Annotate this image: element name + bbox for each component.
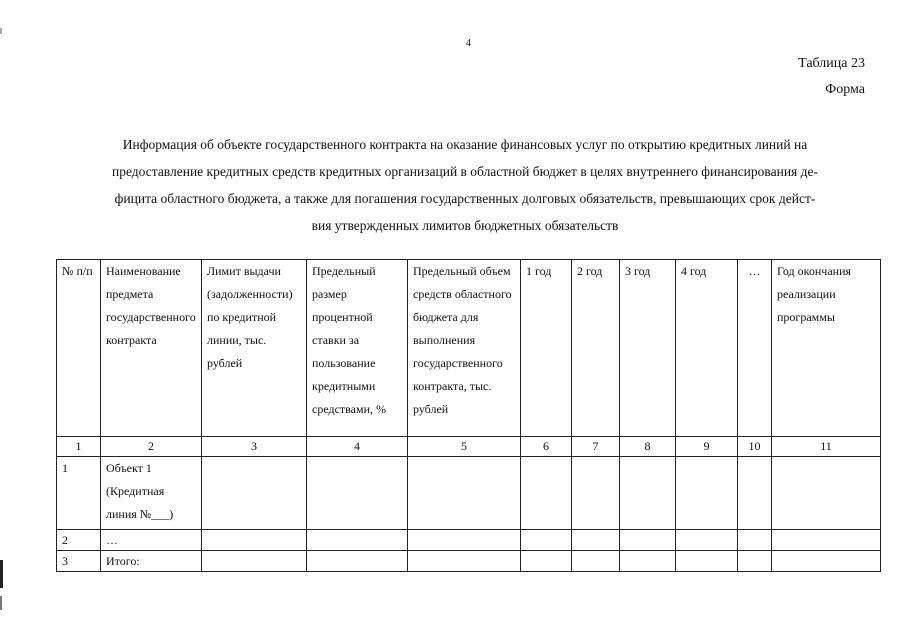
header-cell: 1 год: [521, 260, 572, 437]
column-number: 6: [521, 437, 572, 457]
table-cell: [738, 530, 772, 551]
column-number: 5: [408, 437, 521, 457]
table-cell: [676, 530, 738, 551]
scan-edge-mark: [0, 596, 2, 610]
document-title: [70, 131, 860, 239]
table-label: Таблица 23: [798, 56, 865, 71]
title-line: вия утвержденных лимитов бюджетных обязательств: [311, 218, 619, 233]
table-cell: [202, 457, 307, 530]
table-cell: [738, 457, 772, 530]
table-header-row: [57, 260, 881, 437]
row-name: Объект 1 (Кредитная линия №___): [101, 457, 202, 530]
page-number: 4: [466, 38, 471, 49]
table-cell: [572, 530, 620, 551]
table-cell: [772, 551, 881, 572]
title-line: предоставление кредитных средств кредитных организаций в областной бюджет в целях внутреннего финансирования де-: [112, 164, 818, 179]
form-label: Форма: [825, 82, 865, 97]
table-cell: [307, 530, 408, 551]
header-cell: Год окончания реализации программы: [772, 260, 881, 437]
table-cell: [521, 530, 572, 551]
column-number: 11: [772, 437, 881, 457]
table-cell: [521, 551, 572, 572]
table-cell: [620, 457, 676, 530]
header-cell: № п/п: [57, 260, 101, 437]
column-number: 8: [620, 437, 676, 457]
table-cell: [620, 530, 676, 551]
title-line: Информация об объекте государственного контракта на оказание финансовых услуг по открытию кредитных линий на: [122, 137, 808, 152]
contract-info-table: [56, 259, 881, 572]
table-cell: [738, 551, 772, 572]
column-number: 7: [572, 437, 620, 457]
table-cell: [202, 530, 307, 551]
table-cell: [202, 551, 307, 572]
column-number: 10: [738, 437, 772, 457]
scan-edge-mark: [0, 560, 3, 588]
header-cell: Предельный объем средств областного бюджета для выполнения государственного контракта, тыс. рублей: [408, 260, 521, 437]
header-cell: …: [738, 260, 772, 437]
table-row: [57, 551, 881, 572]
column-number: 9: [676, 437, 738, 457]
table-cell: [408, 530, 521, 551]
table-cell: [772, 457, 881, 530]
table-cell: [572, 551, 620, 572]
row-number: 1: [57, 457, 101, 530]
header-cell: Предельный размер процентной ставки за пользование кредитными средствами, %: [307, 260, 408, 437]
table-cell: [408, 551, 521, 572]
scan-edge-mark: [0, 28, 2, 34]
table-cell: [408, 457, 521, 530]
row-number: 2: [57, 530, 101, 551]
table-cell: [676, 551, 738, 572]
column-number-row: [57, 437, 881, 457]
table-cell: [620, 551, 676, 572]
table-cell: [307, 457, 408, 530]
table-cell: [572, 457, 620, 530]
row-number: 3: [57, 551, 101, 572]
table-row: [57, 457, 881, 530]
column-number: 2: [101, 437, 202, 457]
row-name: …: [101, 530, 202, 551]
table-cell: [772, 530, 881, 551]
row-name: Итого:: [101, 551, 202, 572]
header-cell: 3 год: [620, 260, 676, 437]
table-cell: [307, 551, 408, 572]
title-line: фицита областного бюджета, а также для погашения государственных долговых обязательств, превышающих срок дейст-: [114, 191, 816, 206]
header-cell: Наименование предмета государственного контракта: [101, 260, 202, 437]
header-cell: 2 год: [572, 260, 620, 437]
header-cell: Лимит выдачи (задолженности) по кредитной линии, тыс. рублей: [202, 260, 307, 437]
table-cell: [521, 457, 572, 530]
header-cell: 4 год: [676, 260, 738, 437]
column-number: 3: [202, 437, 307, 457]
table-cell: [676, 457, 738, 530]
column-number: 4: [307, 437, 408, 457]
table-row: [57, 530, 881, 551]
column-number: 1: [57, 437, 101, 457]
